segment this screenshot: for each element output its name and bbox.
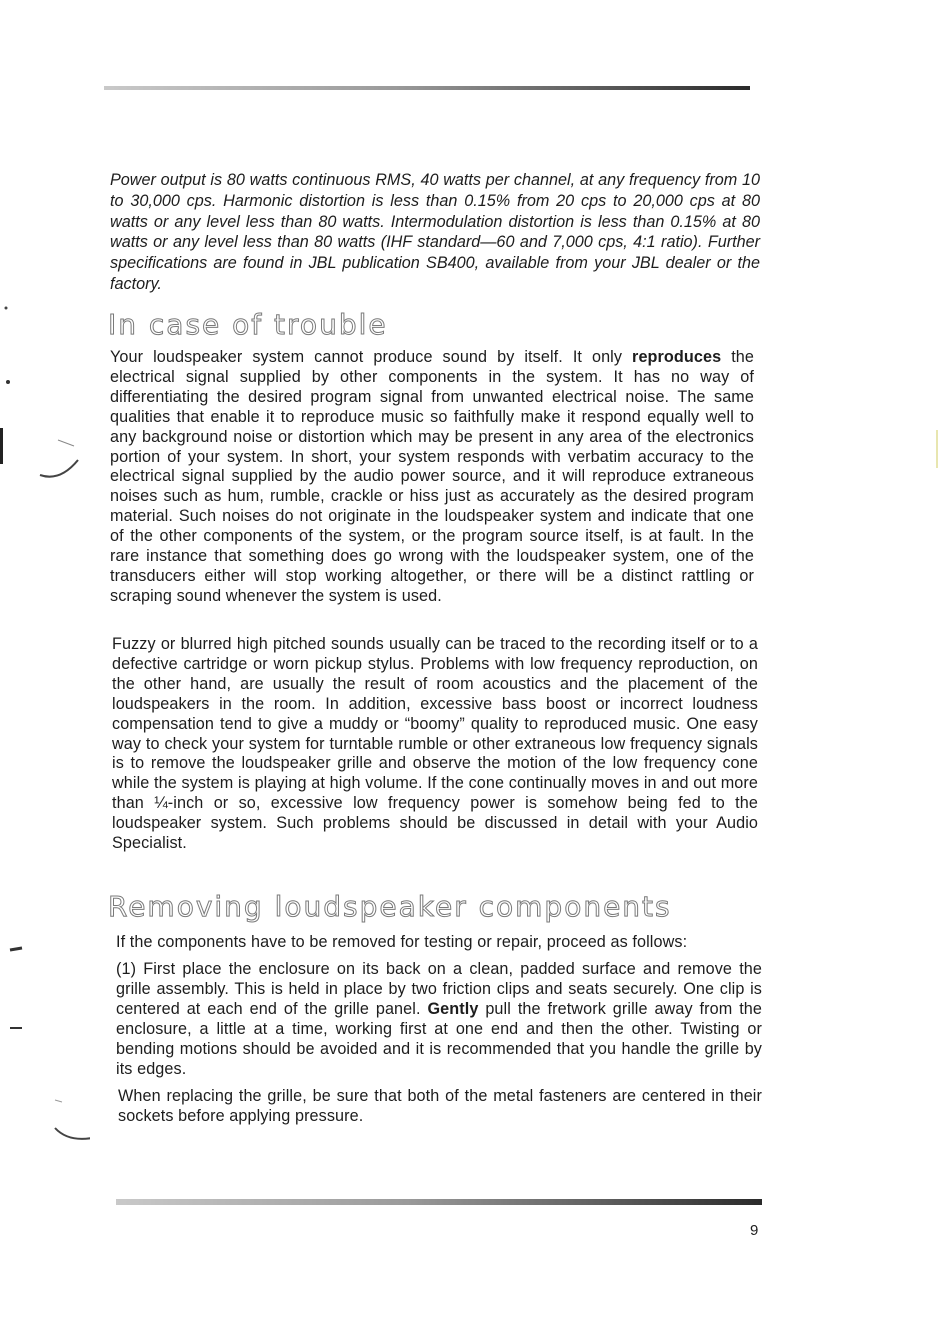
specifications-paragraph: Power output is 80 watts continuous RMS, 40 watts per channel, at any frequency from 10 to 30,000 cps. Harmonic distortion is less than 0.15% from 20 cps to 20,000 cps at 80 watts or any level less than 80 watts. Intermodulation distortion is less than 0.15% at 80 watts or any level less than 80 watts (IHF standard—60 and 7,000 cps, 4:1 ratio). Further specifications are found in JBL publication SB400, available from your JBL dealer or the factory. (110, 171, 760, 293)
trouble-paragraph-2: Fuzzy or blurred high pitched sounds usually can be traced to the recording itself or to a defective cartridge or worn pickup stylus. Problems with low frequency reproduction, on the other hand, are usually the result of room acoustics and the placement of the loudspeakers in the room. In addition, excessive bass boost or incorrect loudness compensation tend to give a muddy or “boomy” quality to reproduced music. One easy way to check your system for turntable rumble or other extraneous low frequency signals is to remove the loudspeaker grille and observe the motion of the low frequency cone while the system is playing at high volume. If the cone continually moves in and out more than ¼-inch or so, excessive low frequency power is somehow being fed to the loudspeaker system. Such problems should be discussed in detail with your Audio Specialist. (112, 635, 758, 853)
replacing-grille-paragraph: When replacing the grille, be sure that both of the metal fasteners are centered in their sockets before applying pressure. (118, 1087, 762, 1125)
section-heading-trouble: In case of trouble (108, 308, 388, 341)
scan-margin-marks (0, 300, 90, 1170)
page-number: 9 (750, 1222, 759, 1239)
trouble-paragraph-1: Your loudspeaker system cannot produce sound by itself. It only reproduces the electrical signal supplied by other components in the system. It has no way of differentiating the desired program signal from unwanted electrical noise. The same qualities that enable it to reproduce music so faithfully make it respond equally well to any background noise or distortion which may be present in any area of the electronics portion of your system. In short, your system responds with verbatim accuracy to the electrical signal supplied by the audio power source, and it will reproduce extraneous noises such as hum, rumble, crackle or hiss just as accurately as the desired program material. Such noises do not originate in the loudspeaker system and indicate that one of the other components of the system, or the program source itself, is at fault. In the rare instance that something does go wrong with the loudspeaker system, one of the transducers either will stop working altogether, or there will be a distinct rattling or scraping sound whenever the system is used. (110, 348, 754, 605)
emphasis-reproduces: reproduces (632, 348, 722, 366)
top-rule (104, 86, 750, 90)
removing-step-1-paragraph: (1) First place the enclosure on its back on a clean, padded surface and remove the grille assembly. This is held in place by two friction clips and seats securely. One clip is centered at each end of the grille panel. Gently pull the fretwork grille away from the enclosure, a little at a time, working first at one end and then the other. Twisting or bending motions should be avoided and it is recommended that you handle the grille by its edges. (116, 960, 763, 1078)
section-heading-removing: Removing loudspeaker components (108, 890, 672, 923)
removing-intro-paragraph: If the components have to be removed for testing or repair, proceed as follows: (116, 933, 688, 951)
bottom-rule (116, 1199, 762, 1205)
edge-mark (936, 430, 938, 468)
emphasis-gently: Gently (427, 999, 479, 1018)
